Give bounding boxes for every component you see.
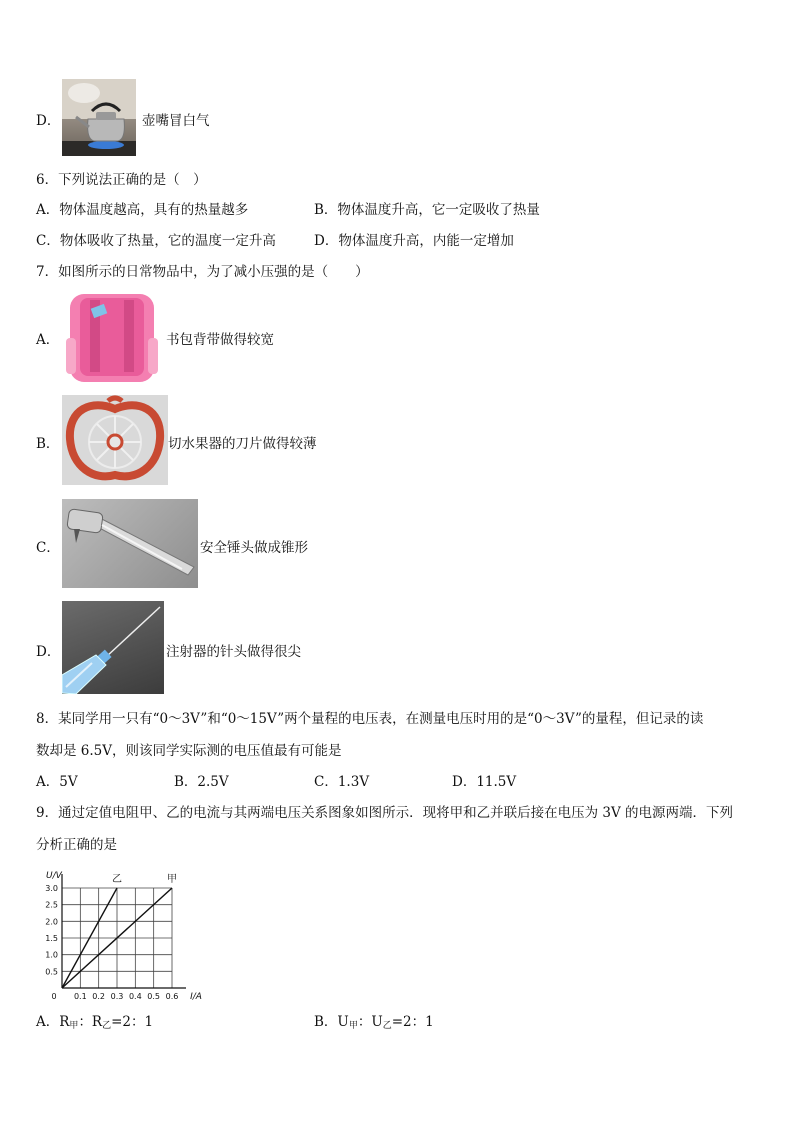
syringe-icon [62, 601, 164, 694]
q8-option-b: B．2.5V [174, 774, 229, 790]
x-tick-label: 0.1 [73, 992, 87, 1000]
x-tick-label: 0.6 [165, 992, 179, 1000]
q9-option-b: B．$U_甲$：$U_乙=2$：1 [314, 1014, 434, 1031]
q8-stem-line2: 数却是 6.5V，则该同学实际测的电压值最有可能是 [36, 743, 342, 759]
y-tick-label: 3.0 [45, 884, 58, 893]
kettle-on-stove-icon [62, 79, 136, 156]
x-tick-label: 0.4 [128, 992, 142, 1000]
q5-option-d-text: 壶嘴冒白气 [142, 113, 210, 129]
x-tick-label: 0.5 [147, 992, 161, 1000]
q7-option-b-label: B． [36, 436, 60, 452]
q7-option-d-label: D． [36, 644, 61, 660]
q9-stem-line1: 9．通过定值电阻甲、乙的电流与其两端电压关系图象如图所示．现将甲和乙并联后接在电压为 3V 的电源两端．下列 [36, 805, 734, 821]
q8-option-a: A．5V [36, 774, 78, 790]
pink-backpack-icon [62, 288, 162, 386]
q6-option-a: A．物体温度越高，具有的热量越多 [36, 202, 249, 218]
y-tick-label: 1.5 [45, 934, 58, 943]
q6-option-c: C．物体吸收了热量，它的温度一定升高 [36, 233, 276, 249]
y-tick-label: 2.5 [45, 900, 58, 910]
q8-stem-line1: 8．某同学用一只有“0～3V”和“0～15V”两个量程的电压表，在测量电压时用的是“0～3V”的量程，但记录的读 [36, 711, 704, 727]
q7-option-a-text: 书包背带做得较宽 [166, 332, 274, 348]
q7-option-b-text: 切水果器的刀片做得较薄 [168, 436, 317, 452]
apple-slicer-icon [62, 395, 168, 485]
q5-option-d-label: D． [36, 113, 61, 129]
y-tick-label: 0.5 [45, 967, 58, 977]
chart-labels [45, 871, 202, 1000]
q7-option-c-label: C． [36, 540, 60, 556]
q6-stem: 6．下列说法正确的是（ ） [36, 172, 207, 188]
q6-option-b: B．物体温度升高，它一定吸收了热量 [314, 202, 540, 218]
q8-option-c: C．1.3V [314, 774, 370, 790]
y-tick-label: 1.0 [45, 950, 58, 960]
x-tick-label: 0.2 [92, 992, 106, 1000]
safety-hammer-icon [62, 499, 198, 588]
x-tick-label: 0.3 [110, 992, 124, 1000]
q7-option-c-text: 安全锤头做成锥形 [200, 540, 308, 556]
q6-option-d: D．物体温度升高，内能一定增加 [314, 233, 514, 249]
q7-option-a-label: A． [36, 332, 60, 348]
series-name-label: 甲 [167, 874, 177, 885]
voltage-current-chart [36, 862, 204, 1000]
q7-stem: 7．如图所示的日常物品中，为了减小压强的是（ ） [36, 264, 369, 280]
series-name-label: 乙 [112, 874, 122, 885]
x-axis-label: I/A [190, 992, 202, 1000]
q9-option-a: A．$R_甲$：$R_乙=2$：1 [36, 1014, 154, 1031]
q9-stem-line2: 分析正确的是 [36, 837, 117, 853]
y-axis-label: U/V [46, 871, 62, 881]
q7-option-d-text: 注射器的针头做得很尖 [166, 644, 301, 660]
y-tick-label: 2.0 [45, 917, 58, 927]
q8-option-d: D．11.5V [452, 774, 517, 790]
origin-label: 0 [51, 992, 57, 1000]
